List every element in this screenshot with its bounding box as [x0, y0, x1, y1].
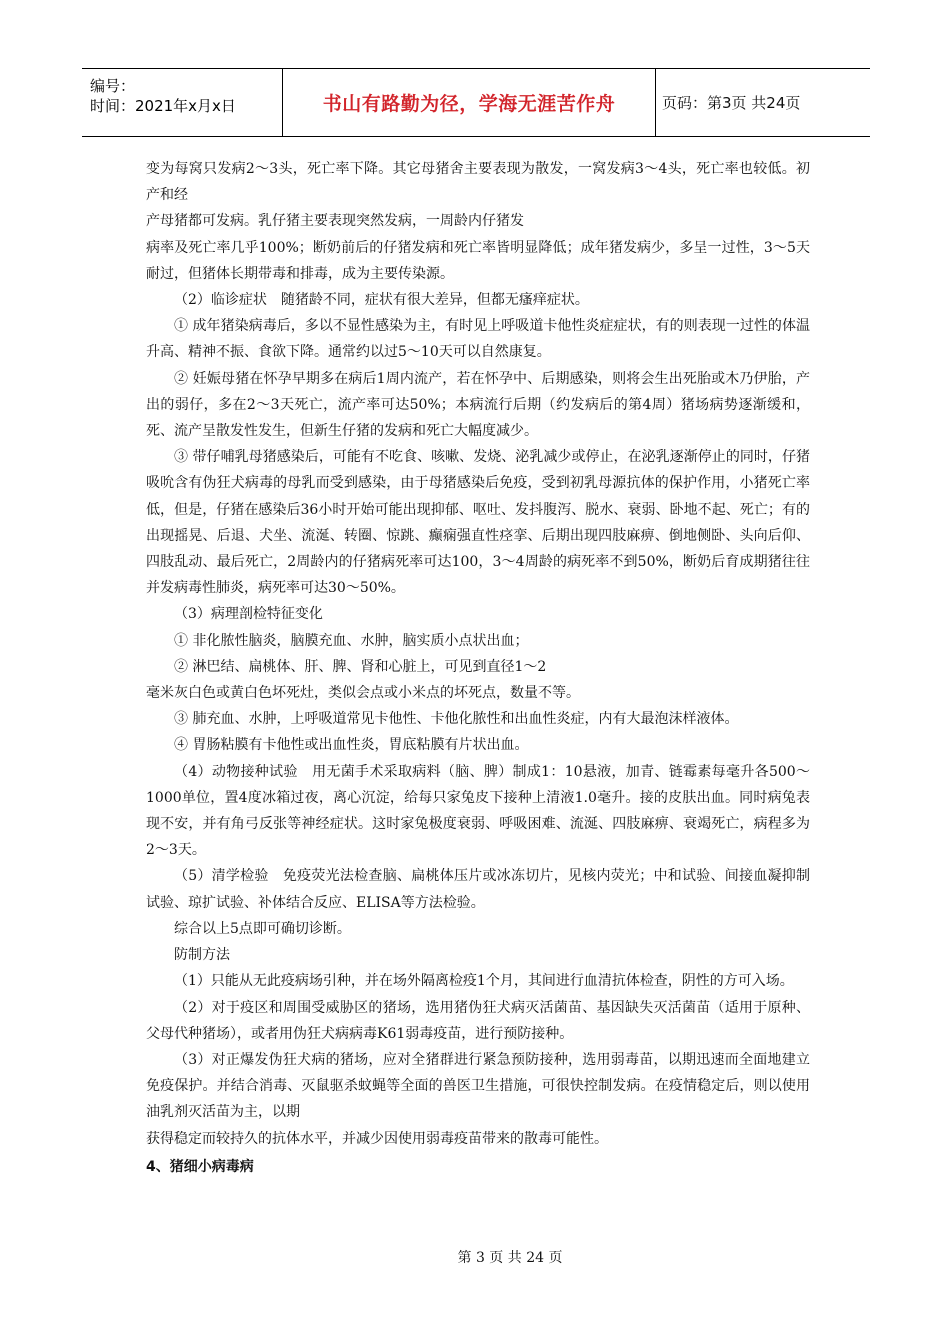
body-paragraph: 防制方法: [174, 947, 230, 964]
body-paragraph: ③ 带仔哺乳母猪感染后，可能有不吃食、咳嗽、发烧、泌乳减少或停止，在泌乳逐渐停止的同时，仔猪吸吮含有伪狂犬病毒的母乳而受到感染，由于母猪感染后免疫，受到初乳母源抗体的保护作用，小猪死亡率低，但是，仔猪在感染后36小时开始可能出现抑郁、呕吐、发抖腹泻、脱水、衰弱、卧地不起、死亡；有的出现摇晃、后退、犬坐、流涎、转圈、惊跳、癫痫强直性痉挛、后期出现四肢麻痹、倒地侧卧、头向后仰、四肢乱动、最后死亡，2周龄内的仔猪病死率可达100，3～4周龄的病死率不到50%，断奶后育成期猪往往并发病毒性肺炎，病死率可达30～50%。: [146, 449, 810, 597]
body-paragraph: （1）只能从无此疫病场引种，并在场外隔离检疫1个月，其间进行血清抗体检查，阴性的方可入场。: [174, 973, 794, 990]
body-paragraph: ③ 肺充血、水肿，上呼吸道常见卡他性、卡他化脓性和出血性炎症，内有大最泡沫样液体。: [174, 711, 739, 728]
body-paragraph: （3）对正爆发伪狂犬病的猪场，应对全猪群进行紧急预防接种，选用弱毒苗，以期迅速而全面地建立免疫保护。并结合消毒、灭鼠驱杀蚊蝇等全面的兽医卫生措施，可很快控制发病。在疫情稳定后，则以使用油乳剂灭活苗为主，以期: [146, 1051, 810, 1121]
body-paragraph: 毫米灰白色或黄白色坏死灶，类似会点或小米点的坏死点，数量不等。: [146, 685, 580, 702]
body-paragraph: 变为每窝只发病2～3头，死亡率下降。其它母猪舍主要表现为散发，一窝发病3～4头，死亡率也较低。初产和经: [146, 161, 810, 204]
body-paragraph: ② 妊娠母猪在怀孕早期多在病后1周内流产，若在怀孕中、后期感染，则将会生出死胎或木乃伊胎，产出的弱仔，多在2～3天死亡，流产率可达50%；本病流行后期（约发病后的第4周）猪场病势逐渐缓和，死、流产呈散发性发生，但新生仔猪的发病和死亡大幅度减少。: [146, 370, 810, 440]
header-info-cell: [82, 69, 283, 136]
page-footer: 第 3 页 共 24 页: [457, 1250, 563, 1266]
section-heading: 4、猪细小病毒病: [146, 1158, 254, 1175]
motto-text: 书山有路勤为径，学海无涯苦作舟: [322, 93, 616, 115]
body-paragraph: ② 淋巴结、扁桃体、肝、脾、肾和心脏上，可见到直径1～2: [174, 658, 547, 675]
body-paragraph: 综合以上5点即可确切诊断。: [174, 920, 351, 937]
body-paragraph: （5）清学检验 免疫荧光法检查脑、扁桃体压片或冰冻切片，见核内荧光；中和试验、间接血凝抑制试验、琼扩试验、补体结合反应、ELISA等方法检验。: [146, 868, 810, 911]
body-paragraph: 病率及死亡率几乎100%；断奶前后的仔猪发病和死亡率皆明显降低；成年猪发病少，多呈一过性，3～5天耐过，但猪体长期带毒和排毒，成为主要传染源。: [146, 239, 810, 282]
header-page-cell: [656, 69, 870, 136]
body-paragraph: （3）病理剖检特征变化: [174, 606, 323, 623]
body-paragraph: ① 成年猪染病毒后，多以不显性感染为主，有时见上呼吸道卡他性炎症症状，有的则表现一过性的体温升高、精神不振、食欲下降。通常约以过5～10天可以自然康复。: [146, 318, 810, 361]
document-body: [146, 156, 810, 1180]
body-paragraph: ④ 胃肠粘膜有卡他性或出血性炎，胃底粘膜有片状出血。: [174, 737, 529, 754]
document-date-label: 时间：2021年x月x日: [90, 97, 236, 115]
body-paragraph: （4）动物接种试验 用无菌手术采取病料（脑、脾）制成1：10悬液，加青、链霉素每毫升各500～1000单位，置4度冰箱过夜，离心沉淀，给每只家兔皮下接种上清液1.0毫升。接的皮肤出血。同时病兔表现不安，并有角弓反张等神经症状。这时家兔极度衰弱、呼吸困难、流涎、四肢麻痹、衰竭死亡，病程多为2～3天。: [146, 763, 810, 859]
body-paragraph: 产母猪都可发病。乳仔猪主要表现突然发病，一周龄内仔猪发: [146, 213, 524, 230]
document-number-label: 编号：: [90, 77, 136, 95]
header-page-code: 页码：第3页 共24页: [662, 94, 801, 112]
page-header: [82, 68, 870, 137]
body-paragraph: 获得稳定而较持久的抗体水平，并减少因使用弱毒疫苗带来的散毒可能性。: [146, 1130, 608, 1147]
body-paragraph: ① 非化脓性脑炎，脑膜充血、水肿，脑实质小点状出血；: [174, 632, 529, 649]
body-paragraph: （2）对于疫区和周围受威胁区的猪场，选用猪伪狂犬病灭活菌苗、基因缺失灭活菌苗（适用于原种、父母代种猪场），或者用伪狂犬病病毒K61弱毒疫苗，进行预防接种。: [146, 999, 810, 1042]
body-paragraph: （2）临诊症状 随猪龄不同，症状有很大差异，但都无瘙痒症状。: [174, 292, 589, 309]
header-motto-cell: [283, 69, 656, 136]
